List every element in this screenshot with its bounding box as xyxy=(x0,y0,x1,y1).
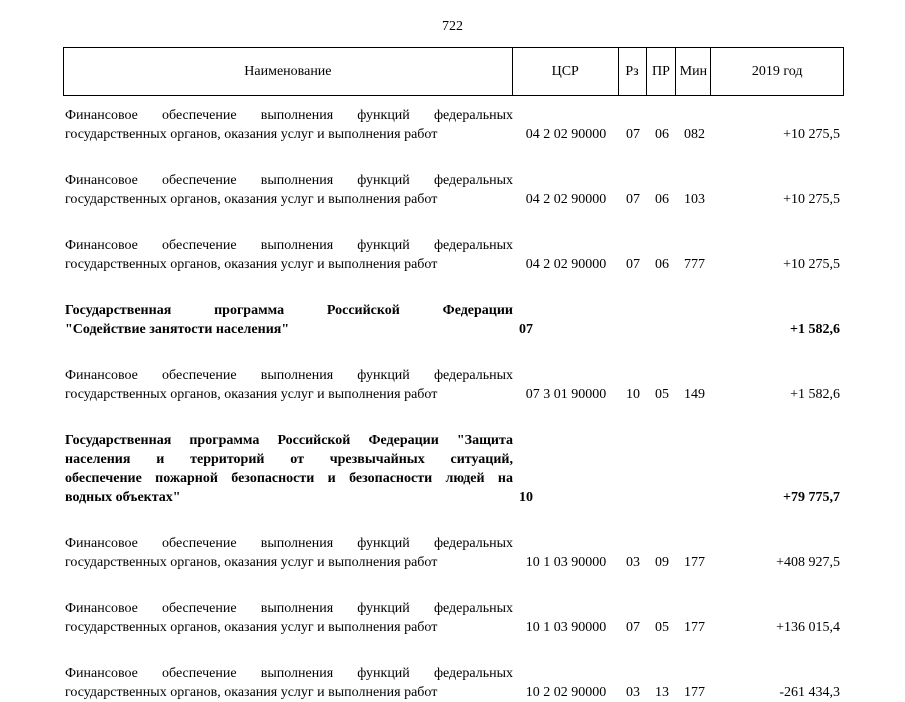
row-pr: 06 xyxy=(655,257,669,272)
row-name xyxy=(63,366,513,404)
row-name-line: "Содействие занятости населения" xyxy=(65,322,290,337)
row-csr: 04 2 02 90000 xyxy=(525,127,607,142)
row-value: +1 582,6 xyxy=(790,387,840,402)
table-row xyxy=(63,106,844,144)
row-csr: 04 2 02 90000 xyxy=(525,257,607,272)
row-value: +10 275,5 xyxy=(783,257,840,272)
row-name-line: Государственная программа Российской Федерации xyxy=(65,303,513,318)
row-pr: 05 xyxy=(655,620,669,635)
row-csr: 07 3 01 90000 xyxy=(525,387,607,402)
row-csr: 04 2 02 90000 xyxy=(525,192,607,207)
table-header xyxy=(63,47,844,96)
row-name-line: Финансовое обеспечение выполнения функций федеральных xyxy=(65,666,513,681)
row-name-line: государственных органов, оказания услуг и выполнения работ xyxy=(65,555,438,570)
row-name xyxy=(63,534,513,572)
header-year: 2019 год xyxy=(751,63,803,79)
table-row xyxy=(63,599,844,637)
header-min: Мин xyxy=(676,48,711,95)
row-value: +408 927,5 xyxy=(776,555,840,570)
row-pr: 06 xyxy=(655,192,669,207)
row-value: -261 434,3 xyxy=(779,685,840,700)
header-name: Наименование xyxy=(64,48,513,95)
row-name xyxy=(63,431,513,507)
row-name-line: Финансовое обеспечение выполнения функций федеральных xyxy=(65,368,513,383)
row-value: +136 015,4 xyxy=(776,620,840,635)
table-row xyxy=(63,431,844,507)
row-name-line: Государственная программа Российской Федерации "Защита xyxy=(65,433,513,448)
header-rz: Рз xyxy=(619,48,647,95)
row-rz: 07 xyxy=(626,257,640,272)
row-csr: 10 xyxy=(519,490,533,505)
table-row xyxy=(63,171,844,209)
row-value: +10 275,5 xyxy=(783,192,840,207)
row-min: 777 xyxy=(684,257,705,272)
header-csr: ЦСР xyxy=(513,48,619,95)
row-name-line: государственных органов, оказания услуг и выполнения работ xyxy=(65,127,438,142)
row-name-line: государственных органов, оказания услуг и выполнения работ xyxy=(65,387,438,402)
row-name xyxy=(63,236,513,274)
row-csr: 10 1 03 90000 xyxy=(525,555,607,570)
row-name-line: Финансовое обеспечение выполнения функций федеральных xyxy=(65,536,513,551)
table-row xyxy=(63,534,844,572)
row-rz: 03 xyxy=(626,555,640,570)
row-name-line: Финансовое обеспечение выполнения функций федеральных xyxy=(65,108,513,123)
row-csr: 10 1 03 90000 xyxy=(525,620,607,635)
row-name-line: обеспечение пожарной безопасности и безопасности людей на xyxy=(65,471,513,486)
row-name xyxy=(63,664,513,702)
row-rz: 07 xyxy=(626,192,640,207)
row-name-line: государственных органов, оказания услуг и выполнения работ xyxy=(65,620,438,635)
table-row xyxy=(63,366,844,404)
row-value: +10 275,5 xyxy=(783,127,840,142)
row-name xyxy=(63,171,513,209)
row-pr: 06 xyxy=(655,127,669,142)
row-rz: 07 xyxy=(626,620,640,635)
table-row xyxy=(63,236,844,274)
row-name-line: государственных органов, оказания услуг и выполнения работ xyxy=(65,192,438,207)
table-row xyxy=(63,664,844,702)
row-rz: 03 xyxy=(626,685,640,700)
row-name-line: государственных органов, оказания услуг и выполнения работ xyxy=(65,257,438,272)
row-min: 149 xyxy=(684,387,705,402)
row-name-line: водных объектах" xyxy=(65,490,181,505)
table-row xyxy=(63,301,844,339)
row-name-line: Финансовое обеспечение выполнения функций федеральных xyxy=(65,238,513,253)
row-rz: 10 xyxy=(626,387,640,402)
row-value: +79 775,7 xyxy=(783,490,840,505)
row-min: 103 xyxy=(684,192,705,207)
row-name-line: государственных органов, оказания услуг и выполнения работ xyxy=(65,685,438,700)
header-pr: ПР xyxy=(647,48,677,95)
row-pr: 05 xyxy=(655,387,669,402)
row-value: +1 582,6 xyxy=(790,322,840,337)
row-min: 177 xyxy=(684,685,705,700)
row-name-line: Финансовое обеспечение выполнения функций федеральных xyxy=(65,173,513,188)
row-min: 177 xyxy=(684,620,705,635)
row-name xyxy=(63,301,513,339)
row-min: 082 xyxy=(684,127,705,142)
row-pr: 09 xyxy=(655,555,669,570)
row-name xyxy=(63,599,513,637)
table-body xyxy=(63,106,844,702)
row-min: 177 xyxy=(684,555,705,570)
page-number: 722 xyxy=(442,19,463,34)
row-name xyxy=(63,106,513,144)
row-csr: 10 2 02 90000 xyxy=(525,685,607,700)
row-name-line: Финансовое обеспечение выполнения функций федеральных xyxy=(65,601,513,616)
row-csr: 07 xyxy=(519,322,533,337)
row-name-line: населения и территорий от чрезвычайных ситуаций, xyxy=(65,452,513,467)
row-rz: 07 xyxy=(626,127,640,142)
row-pr: 13 xyxy=(655,685,669,700)
